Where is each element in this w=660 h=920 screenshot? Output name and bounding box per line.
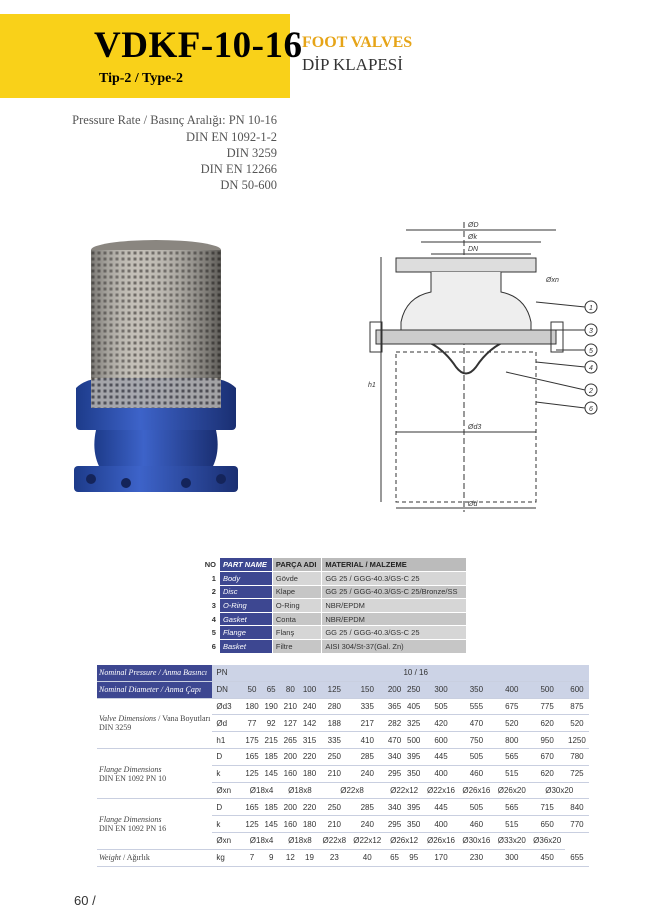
dim-value: 505 — [459, 799, 494, 816]
dim-value: 125 — [242, 765, 261, 782]
dim-value: 220 — [300, 799, 319, 816]
model-subtitle: Tip-2 / Type-2 — [99, 71, 184, 86]
dim-value: 445 — [423, 799, 458, 816]
dim-value: 127 — [281, 715, 300, 732]
dim-value: Ø33x20 — [494, 832, 529, 849]
dim-value: 750 — [459, 732, 494, 749]
dim-value: 670 — [529, 748, 564, 765]
dim-value: 350 — [404, 765, 423, 782]
dim-value: 190 — [262, 698, 281, 715]
dim-value: 1250 — [565, 732, 589, 749]
dim-value: Ø26x16 — [423, 832, 458, 849]
parts-cell-tr: Gövde — [272, 572, 321, 586]
dim-value: 165 — [242, 748, 261, 765]
dim-value: 505 — [423, 698, 458, 715]
dim-value: 210 — [319, 765, 349, 782]
dim-value: 400 — [423, 765, 458, 782]
dim-value: 300 — [494, 849, 529, 866]
callout: 2 — [589, 388, 593, 395]
dim-value: 725 — [565, 765, 589, 782]
dim-value: 185 — [262, 748, 281, 765]
dn-value: 250 — [404, 681, 423, 698]
dn-value: 80 — [281, 681, 300, 698]
dim-row-label: Weight / Ağırlık — [97, 849, 212, 866]
dim-value: 9 — [262, 849, 281, 866]
dim-value: 350 — [404, 816, 423, 833]
col-no: NO — [201, 558, 220, 572]
dim-value: Ø18x8 — [281, 832, 319, 849]
dim-value: 875 — [565, 698, 589, 715]
page-number: 60 / — [74, 893, 96, 908]
dim-symbol: h1 — [212, 732, 242, 749]
dim-row — [97, 799, 589, 816]
dim-value: 188 — [319, 715, 349, 732]
dim-value: 12 — [281, 849, 300, 866]
dim-value: 520 — [494, 715, 529, 732]
dim-value: Ø26x12 — [385, 832, 423, 849]
label-xn: Øxn — [546, 277, 559, 284]
parts-cell-mat: GG 25 / GGG-40.3/GS-C 25 — [322, 626, 467, 640]
dim-value: 600 — [423, 732, 458, 749]
model-title: VDKF-10-16 — [94, 25, 303, 66]
dim-value: 325 — [404, 715, 423, 732]
dim-value: 555 — [459, 698, 494, 715]
dim-value: 395 — [404, 748, 423, 765]
callout: 5 — [589, 348, 593, 355]
parts-cell-en: Flange — [219, 626, 272, 640]
parts-cell-no: 6 — [201, 639, 220, 653]
parts-cell-tr: Klape — [272, 585, 321, 599]
dn-value: 600 — [565, 681, 589, 698]
dim-value: 460 — [459, 816, 494, 833]
parts-row — [201, 639, 467, 653]
dn-value: 50 — [242, 681, 261, 698]
dim-value: 265 — [281, 732, 300, 749]
dim-symbol: Øxn — [212, 782, 242, 799]
dim-value: 77 — [242, 715, 261, 732]
dim-value: Ø22x8 — [319, 782, 385, 799]
dim-value: 800 — [494, 732, 529, 749]
dim-value: 285 — [350, 748, 385, 765]
dim-value: 282 — [385, 715, 404, 732]
dim-value: 315 — [300, 732, 319, 749]
dim-value: Ø22x8 — [319, 832, 349, 849]
parts-row — [201, 612, 467, 626]
dim-value: 145 — [262, 816, 281, 833]
parts-cell-mat: NBR/EPDM — [322, 612, 467, 626]
dim-value: 165 — [242, 799, 261, 816]
parts-cell-en: O-Ring — [219, 599, 272, 613]
dim-value: Ø30x20 — [529, 782, 589, 799]
dim-value: 175 — [242, 732, 261, 749]
col-material: MATERIAL / MALZEME — [322, 558, 467, 572]
label-d3: Ød3 — [468, 424, 482, 431]
parts-row — [201, 599, 467, 613]
dn-value: 500 — [529, 681, 564, 698]
dim-value: Ø18x4 — [242, 782, 280, 799]
parts-cell-en: Body — [219, 572, 272, 586]
parts-cell-no: 1 — [201, 572, 220, 586]
dim-value: Ø26x20 — [494, 782, 529, 799]
callout: 6 — [589, 406, 593, 413]
label-k: Øk — [468, 234, 477, 241]
dim-symbol: D — [212, 748, 242, 765]
dim-value: 240 — [350, 765, 385, 782]
dim-value: Ø22x12 — [350, 832, 385, 849]
dim-value: 675 — [494, 698, 529, 715]
dim-value: 285 — [350, 799, 385, 816]
dim-value: 210 — [319, 816, 349, 833]
dim-value: Ø26x16 — [459, 782, 494, 799]
dim-value: 400 — [423, 816, 458, 833]
dim-value: 770 — [565, 816, 589, 833]
parts-cell-tr: Filtre — [272, 639, 321, 653]
dim-value: 515 — [494, 765, 529, 782]
dim-value: 470 — [385, 732, 404, 749]
dim-value: 217 — [350, 715, 385, 732]
dn-value: 400 — [494, 681, 529, 698]
dim-value: 180 — [300, 816, 319, 833]
dim-value: 295 — [385, 765, 404, 782]
dn-value: 125 — [319, 681, 349, 698]
callout: 4 — [589, 365, 593, 372]
spec-line: DN 50-600 — [220, 178, 277, 192]
dim-value: 520 — [565, 715, 589, 732]
dn-label: DN — [212, 681, 242, 698]
parts-cell-mat: AISI 304/St-37(Gal. Zn) — [322, 639, 467, 653]
dim-value: 160 — [281, 765, 300, 782]
dim-value: 200 — [281, 748, 300, 765]
np-label: Nominal Pressure / Anma Basıncı — [97, 665, 212, 681]
dim-value: Ø18x4 — [242, 832, 280, 849]
dim-value: 335 — [350, 698, 385, 715]
dim-value: 280 — [319, 698, 349, 715]
parts-cell-mat: GG 25 / GGG-40.3/GS-C 25 — [322, 572, 467, 586]
parts-cell-no: 3 — [201, 599, 220, 613]
dim-value: 185 — [262, 799, 281, 816]
dim-value: 340 — [385, 748, 404, 765]
dim-value: Ø18x8 — [281, 782, 319, 799]
label-d: Ød — [468, 501, 478, 508]
parts-table — [200, 557, 467, 654]
parts-cell-tr: Conta — [272, 612, 321, 626]
dim-value: 240 — [300, 698, 319, 715]
dn-value: 100 — [300, 681, 319, 698]
spec-line: Pressure Rate / Basınç Aralığı: PN 10-16 — [72, 113, 277, 127]
dim-value: 250 — [319, 799, 349, 816]
dim-value: 450 — [529, 849, 564, 866]
dim-value: 240 — [350, 816, 385, 833]
dim-value: 145 — [262, 765, 281, 782]
dim-value: 125 — [242, 816, 261, 833]
nd-label: Nominal Diameter / Anma Çapı — [97, 681, 212, 698]
parts-cell-tr: Flanş — [272, 626, 321, 640]
dim-value: Ø30x16 — [459, 832, 494, 849]
parts-row — [201, 585, 467, 599]
dim-row-label: Flange Dimensions DIN EN 1092 PN 10 — [97, 748, 212, 798]
dim-value: 470 — [459, 715, 494, 732]
dim-value: 655 — [565, 849, 589, 866]
col-parca-adi: PARÇA ADI — [272, 558, 321, 572]
dim-value: 230 — [459, 849, 494, 866]
pn-value: 10 / 16 — [242, 665, 589, 681]
dim-value: 65 — [385, 849, 404, 866]
dim-value: 445 — [423, 748, 458, 765]
dim-value: 142 — [300, 715, 319, 732]
dim-value: 170 — [423, 849, 458, 866]
callout: 3 — [589, 328, 593, 335]
dim-value: 500 — [404, 732, 423, 749]
spec-line: DIN 3259 — [226, 146, 277, 160]
title-turkish: DİP KLAPESİ — [302, 55, 403, 74]
technical-drawing — [356, 212, 606, 512]
dim-value: 650 — [529, 816, 564, 833]
col-part-name: PART NAME — [219, 558, 272, 572]
dim-value: 715 — [529, 799, 564, 816]
dn-value: 65 — [262, 681, 281, 698]
dim-value: 220 — [300, 748, 319, 765]
label-DN: DN — [468, 246, 479, 253]
parts-cell-mat: NBR/EPDM — [322, 599, 467, 613]
dim-row — [97, 698, 589, 715]
product-photo — [66, 238, 246, 500]
dim-value: 405 — [404, 698, 423, 715]
dim-symbol: k — [212, 765, 242, 782]
dim-value: Ø22x12 — [385, 782, 423, 799]
parts-cell-no: 2 — [201, 585, 220, 599]
dim-row — [97, 849, 589, 866]
dim-value: 215 — [262, 732, 281, 749]
dim-symbol: k — [212, 816, 242, 833]
pn-label: PN — [212, 665, 242, 681]
spec-line: DIN EN 1092-1-2 — [186, 130, 277, 144]
dim-value: 180 — [300, 765, 319, 782]
dim-value: 410 — [350, 732, 385, 749]
parts-row — [201, 572, 467, 586]
dim-row — [97, 748, 589, 765]
dn-value: 300 — [423, 681, 458, 698]
dn-value: 150 — [350, 681, 385, 698]
dim-value: 250 — [319, 748, 349, 765]
dim-value: 565 — [494, 799, 529, 816]
dim-value: 420 — [423, 715, 458, 732]
dim-value: 180 — [242, 698, 261, 715]
dim-value: 19 — [300, 849, 319, 866]
dim-value: 840 — [565, 799, 589, 816]
dim-value: 365 — [385, 698, 404, 715]
dim-row-label: Valve Dimensions / Vana Boyutları DIN 3259 — [97, 698, 212, 748]
dimensions-table — [97, 665, 589, 867]
dim-symbol: kg — [212, 849, 242, 866]
dim-value: 565 — [494, 748, 529, 765]
dim-value: 92 — [262, 715, 281, 732]
spec-line: DIN EN 12266 — [200, 162, 277, 176]
dim-value: 335 — [319, 732, 349, 749]
dim-value: 160 — [281, 816, 300, 833]
dim-value: 23 — [319, 849, 349, 866]
dim-symbol: Ød3 — [212, 698, 242, 715]
dim-value: 460 — [459, 765, 494, 782]
dim-value: Ø22x16 — [423, 782, 458, 799]
dim-value: 95 — [404, 849, 423, 866]
dim-value: 395 — [404, 799, 423, 816]
dim-value: 950 — [529, 732, 564, 749]
dn-value: 350 — [459, 681, 494, 698]
parts-cell-en: Gasket — [219, 612, 272, 626]
dim-value: 40 — [350, 849, 385, 866]
label-D: ØD — [468, 222, 479, 229]
dim-row-label: Flange Dimensions DIN EN 1092 PN 16 — [97, 799, 212, 849]
parts-cell-mat: GG 25 / GGG-40.3/GS-C 25/Bronze/SS — [322, 585, 467, 599]
parts-cell-no: 5 — [201, 626, 220, 640]
dim-value: 295 — [385, 816, 404, 833]
dim-symbol: Ød — [212, 715, 242, 732]
dim-value: 515 — [494, 816, 529, 833]
dim-value: 505 — [459, 748, 494, 765]
parts-cell-en: Disc — [219, 585, 272, 599]
parts-cell-no: 4 — [201, 612, 220, 626]
dim-value: 775 — [529, 698, 564, 715]
dn-value: 200 — [385, 681, 404, 698]
title-english: FOOT VALVES — [302, 34, 413, 51]
dim-value: 340 — [385, 799, 404, 816]
dim-value: 620 — [529, 715, 564, 732]
label-h1: h1 — [368, 382, 376, 389]
dim-value: Ø36x20 — [529, 832, 564, 849]
dim-value: 780 — [565, 748, 589, 765]
dim-value: 200 — [281, 799, 300, 816]
dim-value: 620 — [529, 765, 564, 782]
parts-row — [201, 626, 467, 640]
dim-value: 7 — [242, 849, 261, 866]
dim-value: 210 — [281, 698, 300, 715]
callout: 1 — [589, 305, 593, 312]
parts-cell-tr: O-Ring — [272, 599, 321, 613]
parts-cell-en: Basket — [219, 639, 272, 653]
dim-symbol: Øxn — [212, 832, 242, 849]
dim-symbol: D — [212, 799, 242, 816]
